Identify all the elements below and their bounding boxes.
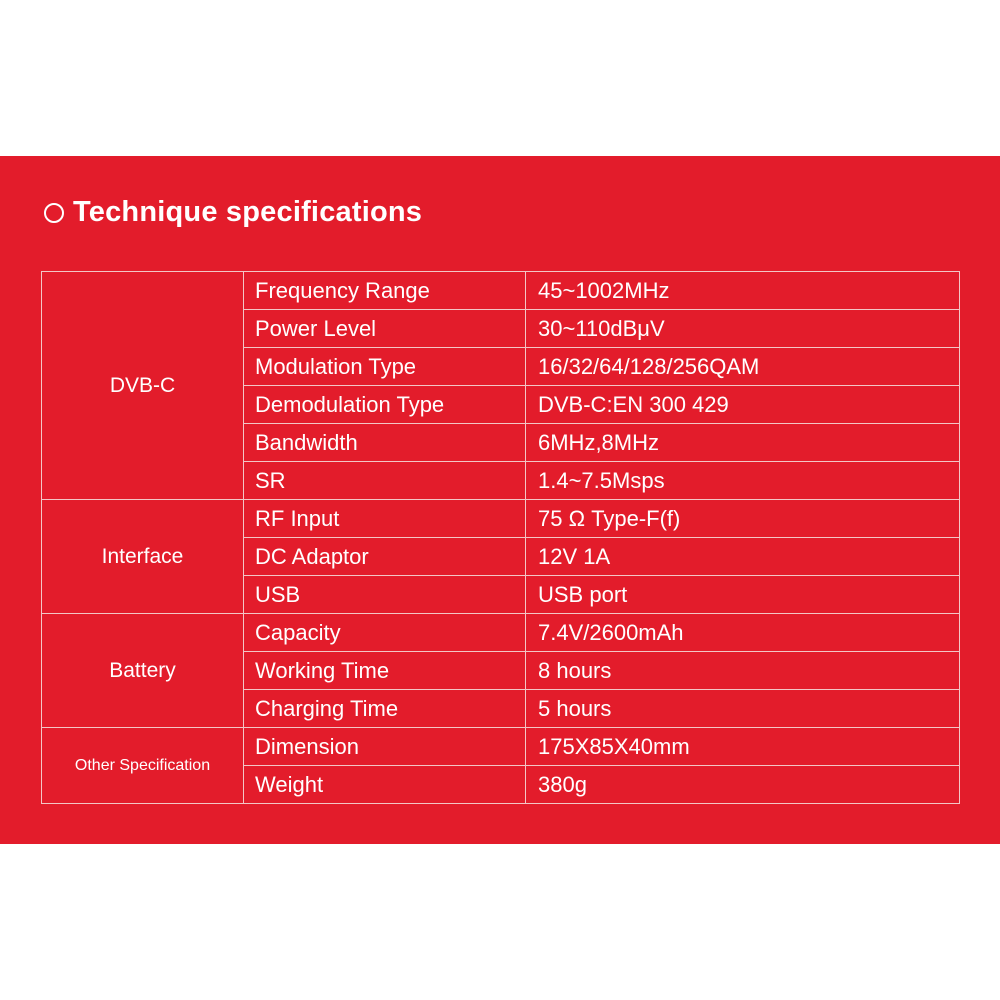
table-row [42, 272, 960, 310]
category-battery: Battery [42, 614, 244, 728]
spec-label: Charging Time [244, 690, 526, 728]
spec-table [41, 271, 960, 804]
spec-label: RF Input [244, 500, 526, 538]
spec-value: 75 Ω Type-F(f) [526, 500, 960, 538]
spec-value: 12V 1A [526, 538, 960, 576]
category-interface: Interface [42, 500, 244, 614]
spec-label: Bandwidth [244, 424, 526, 462]
circle-icon [44, 203, 64, 223]
spec-value: 30~110dBμV [526, 310, 960, 348]
spec-label: Modulation Type [244, 348, 526, 386]
spec-value: 380g [526, 766, 960, 804]
table-row [42, 614, 960, 652]
spec-label: Working Time [244, 652, 526, 690]
spec-value: 8 hours [526, 652, 960, 690]
spec-label: Power Level [244, 310, 526, 348]
table-row [42, 728, 960, 766]
spec-label: Capacity [244, 614, 526, 652]
spec-value: 5 hours [526, 690, 960, 728]
table-row [42, 500, 960, 538]
spec-value: 175X85X40mm [526, 728, 960, 766]
category-dvb-c: DVB-C [42, 272, 244, 500]
spec-value: DVB-C:EN 300 429 [526, 386, 960, 424]
spec-label: Demodulation Type [244, 386, 526, 424]
spec-label: Frequency Range [244, 272, 526, 310]
page-title [44, 196, 422, 229]
spec-label: DC Adaptor [244, 538, 526, 576]
spec-value: 6MHz,8MHz [526, 424, 960, 462]
spec-label: Dimension [244, 728, 526, 766]
spec-value: 45~1002MHz [526, 272, 960, 310]
spec-value: 1.4~7.5Msps [526, 462, 960, 500]
spec-label: SR [244, 462, 526, 500]
spec-label: USB [244, 576, 526, 614]
spec-value: 7.4V/2600mAh [526, 614, 960, 652]
category-other-specification: Other Specification [42, 728, 244, 804]
spec-label: Weight [244, 766, 526, 804]
spec-value: 16/32/64/128/256QAM [526, 348, 960, 386]
page-title-text: Technique specifications [73, 196, 423, 228]
spec-value: USB port [526, 576, 960, 614]
